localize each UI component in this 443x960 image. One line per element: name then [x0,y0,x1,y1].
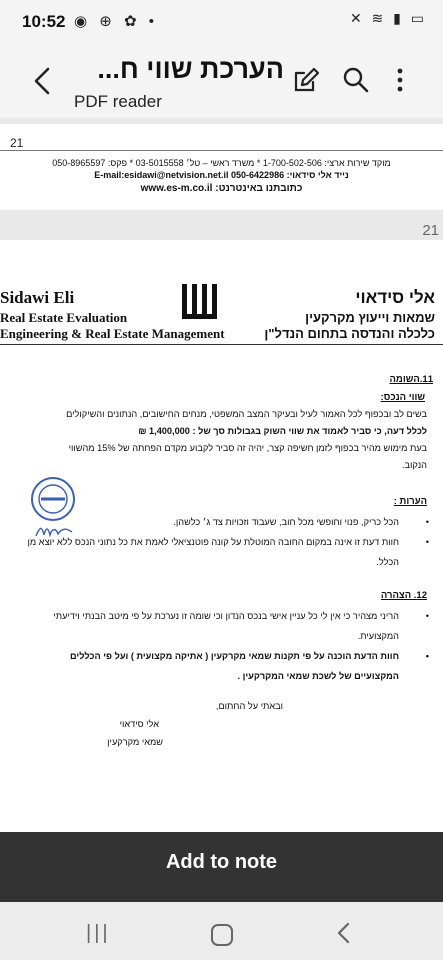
section-11-subtitle: שווי הנכס: [380,392,425,403]
search-icon[interactable] [342,66,370,94]
home-icon[interactable] [211,924,233,946]
declaration-title: 12. הצהרה [380,590,427,601]
letterhead-he-name: אלי סידאוי [355,288,435,307]
app-bar [0,44,443,118]
signer-name: אלי סידאוי [119,719,159,729]
valuation-para-2: לכלל דעה, כי סביר לאמוד את שווי השוק בגבולות סך של : 1,400,000 ₪ [138,426,427,436]
edit-icon[interactable] [292,66,320,94]
status-time: 10:52 [22,12,66,31]
back-arrow-icon[interactable] [30,66,56,96]
note-item: • הכל כריק, פנוי וחופשי מכל חוב, שעבוד וזכויות צד ג׳ כלשהן. [27,512,427,532]
declaration-item: • חוות הדעת הוכנה על פי תקנות שמאי מקרקעין ( אתיקה מקצועית ) ועל פי הכללים המקצועיים של לשכת שמאי המקרקעין . [27,646,427,686]
add-to-note-bar[interactable] [0,832,443,902]
company-logo-icon [178,284,224,324]
letterhead-en-name: Sidawi Eli [0,288,75,307]
signature-icon [34,524,74,538]
declaration-item: • הריני מצהיר כי אין לי כל עניין אישי בנכס הנדון וכי שומה זו נערכת על פי מיטב הבנתי וידיעתי המקצועית. [27,606,427,646]
notes-title: הערות : [393,496,427,507]
note-item: • חוות דעת זו אינה במקום החובה המוטלת על קונה פוטנציאלי לאמת את כל נתוני הנכס ללא יוצא מן הכלל. [27,532,427,572]
pdf-page-top [0,124,443,210]
system-nav-bar [0,902,443,960]
valuation-para-1: בשים לב ובכפוף לכל האמור לעיל ובעיקר המצב המשפטי, מנחים החישובים, הנתונים והשיקולים [66,409,427,419]
appraiser-stamp-icon [30,476,76,522]
add-to-note-button[interactable]: Add to note [165,851,278,873]
status-bar [0,0,443,44]
system-status-icons: ✕ ≋ ▮ ▭ [349,10,427,26]
signer-role: שמאי מקרקעין [107,737,163,747]
document-title: הערכת שווי ח... [97,54,284,84]
letterhead-en-line2: Engineering & Real Estate Management [0,326,225,341]
website-line: כתובתנו באינטרנט: www.es-m.co.il [140,183,303,194]
contact-line-1: מוקד שירות ארצי: 1-700-502-506 * משרד ראשי – טל׳ 03-5015558 * פקס: 050-8965597 [52,158,391,168]
nav-back-icon[interactable] [334,921,354,945]
app-subtitle: PDF reader [74,92,162,111]
letterhead-he-line2: כלכלה והנדסה בתחום הנדל"ן [264,326,435,341]
recent-apps-icon[interactable]: ||| [86,922,111,944]
more-options-icon[interactable] [386,66,414,94]
valuation-para-4: הנקוב. [401,460,427,470]
closing-line: ובאתי על החתום, [215,701,283,711]
section-11-title: 11.השומה [389,374,433,385]
notification-icons: ◉ ⊕ ✿ • [74,13,158,30]
side-page-number: 21 [422,222,439,239]
page-number: 21 [10,136,24,150]
letterhead-en-line1: Real Estate Evaluation [0,310,128,325]
valuation-para-3: בעת מימוש מהיר בכפוף לזמן חשיפה קצר, יהיה זה סביר לקבוע מקדם הפחתה של 15% מהשווי [68,443,427,453]
letterhead-he-line1: שמאות וייעוץ מקרקעין [305,310,435,325]
contact-line-2: נייד אלי סידאוי: 050-6422986 E-mail:esidawi@netvision.net.il [94,170,349,180]
